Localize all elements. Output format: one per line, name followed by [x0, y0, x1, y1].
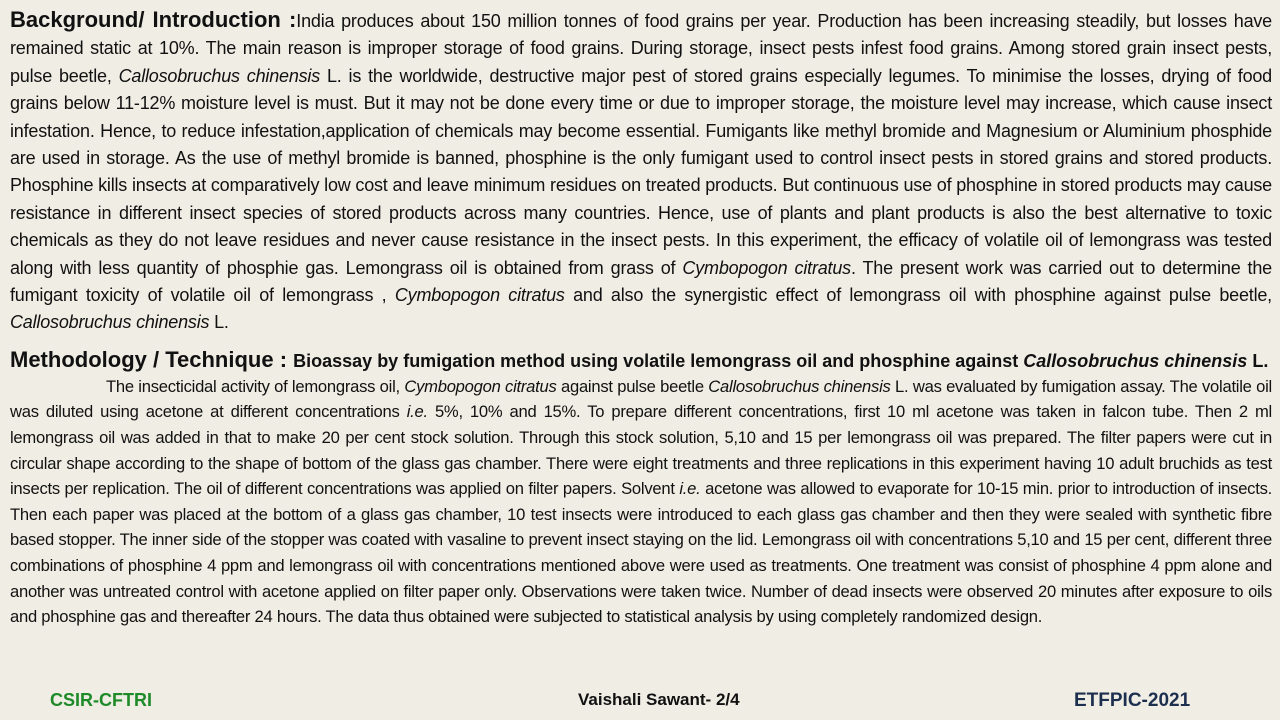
footer-organization: CSIR-CFTRI [50, 690, 152, 710]
methodology-heading: Methodology / Technique : [10, 346, 294, 372]
footer [0, 690, 1280, 716]
footer-conference: ETFPIC-2021 [1074, 690, 1191, 711]
methodology-section [10, 347, 1272, 630]
footer-author-page: Vaishali Sawant- 2/4 [578, 690, 740, 709]
background-section: Background/ Introduction :India produces about 150 million tonnes of food grains per year. Production has been increasing steadily, but losses have remained static at 10%. The main reason is improper storage of food grains. During storage, insect pests infest food grains. Among stored grain insect pests, pulse beetle, Callosobruchus chinensis L. is the worldwide, destructive major pest of stored grains especially legumes. To minimise the losses, drying of food grains below 11-12% moisture level is must. But it may not be done every time or due to improper storage, the moisture level may increase, which cause insect infestation. Hence, to reduce infestation,application of chemicals may become essential. Fumigants like methyl bromide and Magnesium or Aluminium phosphide are used in storage. As the use of methyl bromide is banned, phosphine is the only fumigant used to control insect pests in stored grains and stored products. Phosphine kills insects at comparatively low cost and leave minimum residues on treated products. But continuous use of phosphine in stored products may cause resistance in different insect species of stored products across many countries. Hence, use of plants and plant products is also the best alternative to toxic chemicals as they do not leave residues and never cause resistance in the insect pests. In this experiment, the efficacy of volatile oil of lemongrass was tested along with less quantity of phosphie gas. Lemongrass oil is obtained from grass of Cymbopogon citratus. The present work was carried out to determine the fumigant toxicity of volatile oil of lemongrass , Cymbopogon citratus and also the synergistic effect of lemongrass oil with phosphine against pulse beetle, Callosobruchus chinensis L. [10, 7, 1272, 333]
methodology-title: Methodology / Technique : Bioassay by fumigation method using volatile lemongrass oil and phosphine against Callosobruchus chinensis L. [10, 346, 1269, 372]
slide-content [10, 6, 1272, 630]
methodology-body: The insecticidal activity of lemongrass oil, Cymbopogon citratus against pulse beetle Callosobruchus chinensis L. was evaluated by fumigation assay. The volatile oil was diluted using acetone at different concentrations i.e. 5%, 10% and 15%. To prepare different concentrations, first 10 ml acetone was taken in falcon tube. Then 2 ml lemongrass oil was added in that to make 20 per cent stock solution. Through this stock solution, 5,10 and 15 per lemongrass oil was prepared. The filter papers were cut in circular shape according to the shape of bottom of the glass gas chamber. There were eight treatments and three replications in this experiment having 10 adult bruchids as test insects per replication. The oil of different concentrations was applied on filter papers. Solvent i.e. acetone was allowed to evaporate for 10-15 min. prior to introduction of insects. Then each paper was placed at the bottom of a glass gas chamber, 10 test insects were introduced to each glass gas chamber and then they were sealed with synthetic fibre based stopper. The inner side of the stopper was coated with vasaline to prevent insect staying on the lid. Lemongrass oil with concentrations 5,10 and 15 per cent, different three combinations of phosphine 4 ppm and lemongrass oil with concentrations mentioned above were used as treatments. One treatment was consist of phosphine 4 ppm alone and another was untreated control with acetone applied on filter paper only. Observations were taken twice. Number of dead insects were observed 20 minutes after exposure to oils and phosphine gas and thereafter 24 hours. The data thus obtained were subjected to statistical analysis by using completely randomized design. [10, 376, 1272, 627]
background-heading: Background/ Introduction : [10, 7, 297, 32]
